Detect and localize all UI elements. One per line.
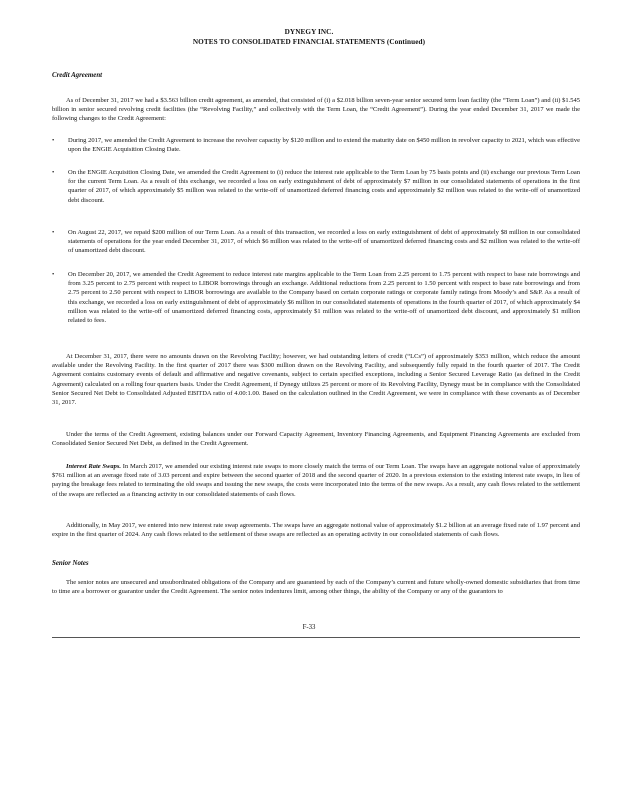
senior-notes-heading: Senior Notes [52,560,89,567]
bullet-icon: • [52,137,55,144]
bullet-icon: • [52,229,55,236]
credit-agreement-heading: Credit Agreement [52,72,103,79]
bullet-text: During 2017, we amended the Credit Agreement to increase the revolver capacity by $120 million and to extend the maturity date on $450 million in revolver capacity to 2021, which was effective upon the ENGIE Acquisition Closing Date. [68,137,580,154]
bullet-icon: • [52,169,55,176]
credit-terms-paragraph: Under the terms of the Credit Agreement, existing balances under our Forward Capacity Agreement, Inventory Financing Agreements, and Equipment Financing Agreements are excluded from Consolidated Senior Secured Net Debt, as defined in the Credit Agreement. [52,431,580,448]
interest-rate-swaps-paragraph [52,462,580,499]
interest-rate-swaps-text: In March 2017, we amended our existing interest rate swaps to more closely match the terms of our Term Loan. The swaps have an aggregate notional value of approximately $761 million at an average fixed rate of 3.03 percent and expire between the second quarter of 2018 and the second quarter of 2020. In a previous extension to the existing interest rate swaps, in lieu of paying the breakage fees related to terminating the old swaps and issuing the new swaps, the costs were incorporated into the terms of the new swaps. As a result, any cash flows related to the settlement of the swaps are reflected as a financing activity in our consolidated statements of cash flows. [52,463,580,498]
credit-agreement-intro: As of December 31, 2017 we had a $3.563 billion credit agreement, as amended, that consisted of (i) a $2.018 billion seven-year senior secured term loan facility (the “Term Loan”) and (ii) $1.545 billion in senior secured revolving credit facilities (the “Revolving Facility,” and collectively with the Term Loan, the “Credit Agreement”). During the year ended December 31, 2017 we made the following changes to the Credit Agreement: [52,97,580,123]
page-subtitle: NOTES TO CONSOLIDATED FINANCIAL STATEMENTS (Continued) [192,38,426,46]
page-number: F-33 [302,624,316,631]
letters-of-credit-paragraph: At December 31, 2017, there were no amounts drawn on the Revolving Facility; however, we had outstanding letters of credit (“LCs”) of approximately $353 million, which reduce the amount available under the Revolving Facility. In the first quarter of 2017 there was $300 million drawn on the Revolving Facility, and subsequently fully repaid in the fourth quarter of 2017. The Credit Agreement contains customary events of default and affirmative and negative covenants, subject to certain specified exceptions, including a Senior Secured Leverage Ratio (as defined in the Credit Agreement) calculated on a rolling four quarters basis. Under the Credit Agreement, if Dynegy utilizes 25 percent or more of its Revolving Facility, Dynegy must be in compliance with the Consolidated Senior Secured Net Debt to Consolidated Adjusted EBITDA ratio of 4.00:1.00. Based on the calculation outlined in the Credit Agreement, we were in compliance with these covenants as of December 31, 2017. [52,353,580,407]
new-swaps-paragraph: Additionally, in May 2017, we entered into new interest rate swap agreements. The swaps have an aggregate notional value of approximately $1.2 billion at an average fixed rate of 1.97 percent and expire in the first quarter of 2024. Any cash flows related to the settlement of these swaps are reflected as an operating activity in our consolidated statements of cash flows. [52,522,580,539]
bullet-text: On the ENGIE Acquisition Closing Date, we amended the Credit Agreement to (i) reduce the interest rate applicable to the Term Loan by 75 basis points and (ii) exchange our previous Term Loan for the current Term Loan. As a result of this exchange, we recorded a loss on early extinguishment of debt of approximately $7 million in our consolidated statements of operations in the first quarter of 2017, of which approximately $5 million was related to the write-off of unamortized deferred financing costs and approximately $2 million was related to the write-off of unamortized debt discount. [68,169,580,204]
company-name: DYNEGY INC. [284,28,334,36]
bullet-icon: • [52,271,55,278]
senior-notes-paragraph: The senior notes are unsecured and unsubordinated obligations of the Company and are guaranteed by each of the Company’s current and future wholly-owned domestic subsidiaries that from time to time are a borrower or guarantor under the Credit Agreement. The senior notes indentures limit, among other things, the ability of the Company or any of the guarantors to [52,579,580,596]
interest-rate-swaps-label: Interest Rate Swaps. [66,463,122,470]
bullet-text: On December 20, 2017, we amended the Credit Agreement to reduce interest rate margins applicable to the Term Loan from 2.25 percent to 1.75 percent with respect to base rate borrowings and from 3.25 percent to 2.75 percent with respect to LIBOR borrowings through an exchange. Additional reductions from 2.25 percent to 1.50 percent with respect to base rate borrowings and from 2.75 percent to 2.50 percent with respect to LIBOR borrowings are available to the Company based on certain corporate ratings or corporate family ratings from Moody’s and S&P. As a result of this exchange, we recorded a loss on early extinguishment of debt of approximately $6 million in our consolidated statements of operations in the fourth quarter of 2017, of which approximately $4 million was related to the write-off of unamortized deferred financing costs, approximately $1 million was related to the write-off of unamortized debt discount, and approximately $1 million related to fees. [68,271,580,325]
bullet-text: On August 22, 2017, we repaid $200 million of our Term Loan. As a result of this transaction, we recorded a loss on early extinguishment of debt of approximately $8 million in our consolidated statements of operations for the year ended December 31, 2017, of which $6 million was related to the write-off of unamortized deferred financing costs and $2 million was related to the write-off of unamortized debt discount. [68,229,580,255]
footer-divider [52,637,580,638]
